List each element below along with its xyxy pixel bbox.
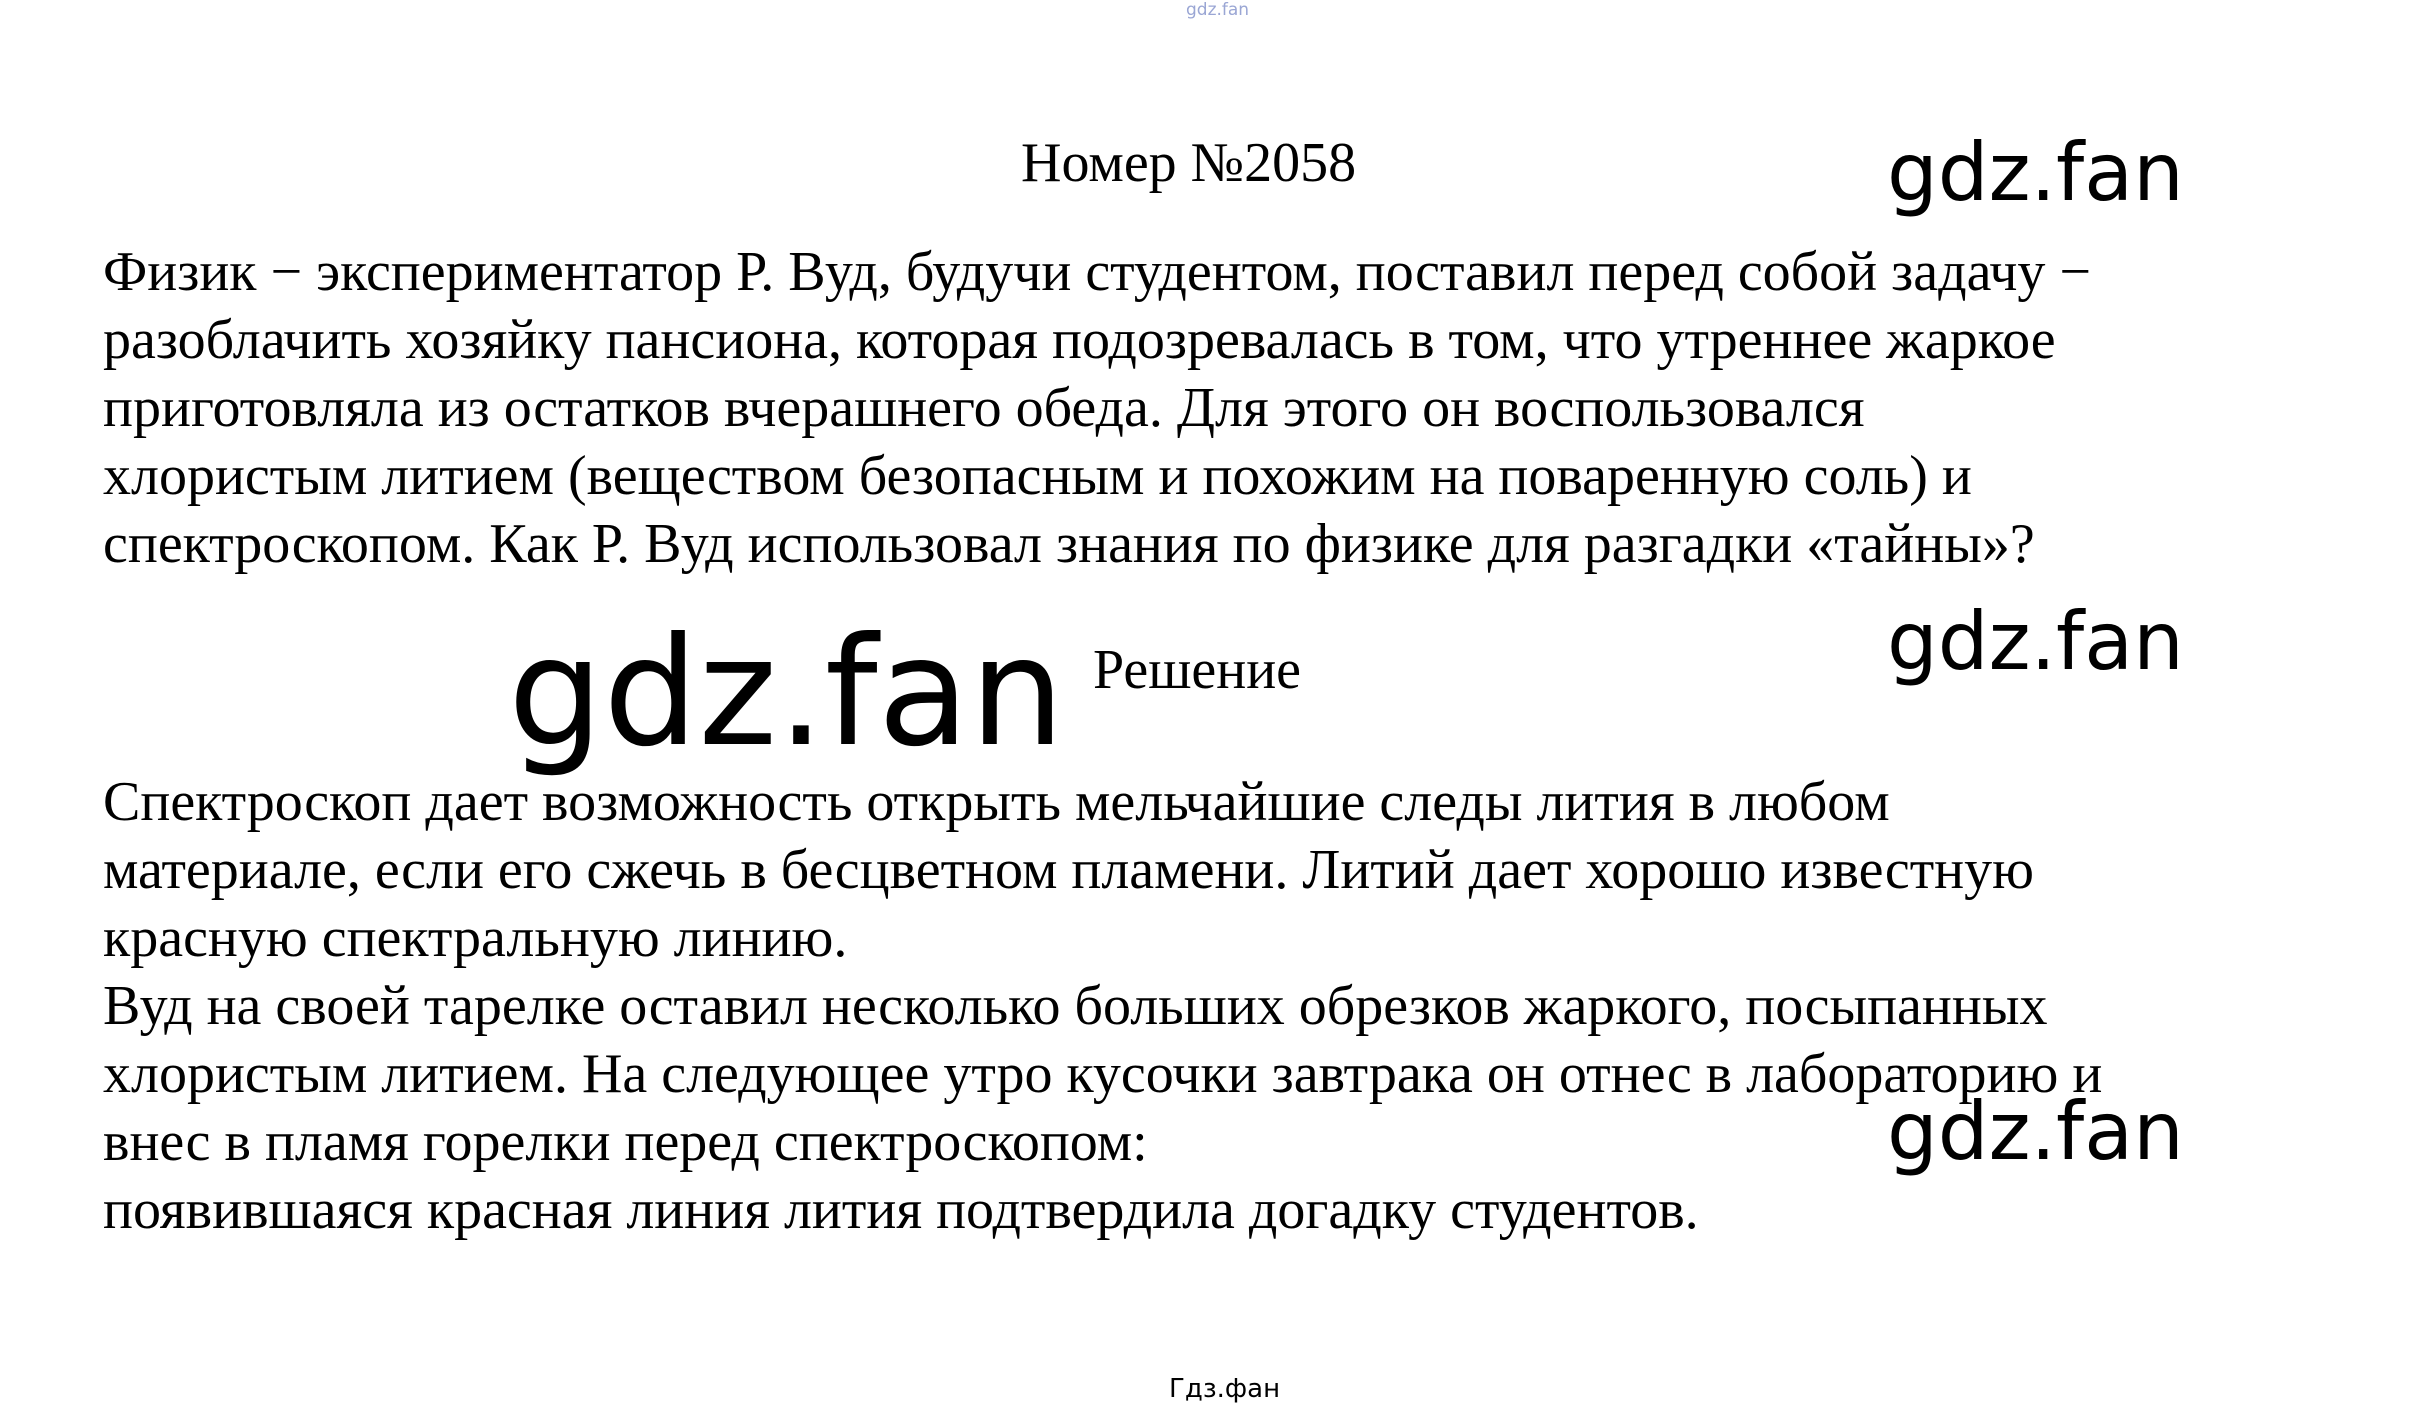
solution-line: появившаяся красная линия лития подтвердила догадку студентов.	[103, 1179, 1699, 1241]
page-title: Номер №2058	[1021, 132, 1357, 194]
watermark-bottom-right: gdz.fan	[1887, 1085, 2184, 1178]
solution-line: Вуд на своей тарелке оставил несколько больших обрезков жаркого, посыпанных	[103, 975, 2048, 1037]
solution-line: красную спектральную линию.	[103, 907, 848, 969]
problem-line: Физик − экспериментатор Р. Вуд, будучи студентом, поставил перед собой задачу −	[103, 241, 2091, 303]
problem-line: хлористым литием (веществом безопасным и похожим на поваренную соль) и	[103, 445, 1972, 507]
problem-line: спектроскопом. Как Р. Вуд использовал знания по физике для разгадки «тайны»?	[103, 513, 2035, 575]
solution-line: Спектроскоп дает возможность открыть мельчайшие следы лития в любом	[103, 771, 1890, 833]
footer-text: Гдз.фан	[1169, 1374, 1281, 1404]
solution-heading: Решение	[1093, 639, 1302, 701]
top-watermark: gdz.fan	[1186, 0, 1250, 20]
solution-line: внес в пламя горелки перед спектроскопом:	[103, 1111, 1148, 1173]
solution-line: материале, если его сжечь в бесцветном пламени. Литий дает хорошо известную	[103, 839, 2034, 901]
watermark-large: gdz.fan	[508, 606, 1065, 780]
watermark-top-right: gdz.fan	[1887, 126, 2184, 219]
solution-line: хлористым литием. На следующее утро кусочки завтрака он отнес в лабораторию и	[103, 1043, 2103, 1105]
problem-line: разоблачить хозяйку пансиона, которая подозревалась в том, что утреннее жаркое	[103, 309, 2056, 371]
problem-line: приготовляла из остатков вчерашнего обеда. Для этого он воспользовался	[103, 377, 1865, 439]
watermark-middle-right: gdz.fan	[1887, 595, 2184, 688]
